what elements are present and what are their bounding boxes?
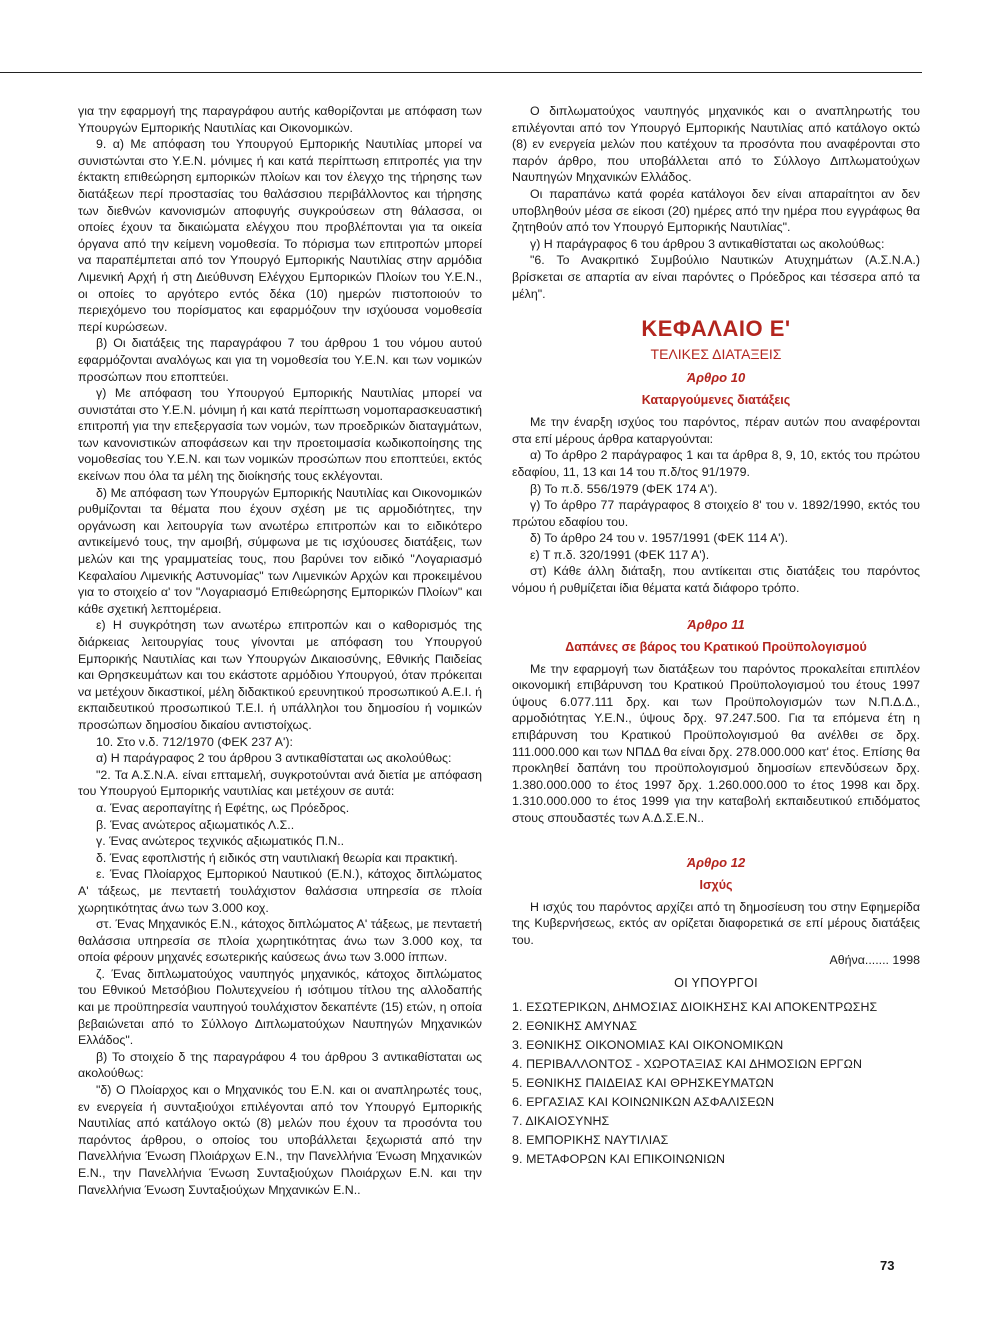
article-10-title: Καταργούμενες διατάξεις <box>641 393 791 408</box>
minister-item: 3. ΕΘΝΙΚΗΣ ΟΙΚΟΝΟΜΙΑΣ ΚΑΙ ΟΙΚΟΝΟΜΙΚΩΝ <box>512 1037 784 1052</box>
paragraph: Οι παραπάνω κατά φορέα κατάλογοι δεν είναι απαραίτητοι αν δεν υποβληθούν μέσα σε είκοσι (20) ημέρες από την ημέρα που εγγράφως θα ζητηθούν από τον Υπουργό Εμπορικής Ναυτιλίας". <box>512 186 920 235</box>
paragraph: "2. Τα Α.Σ.Ν.Α. είναι επταμελή, συγκροτούνται ανά διετία με απόφαση του Υπουργού Εμπορικής ναυτιλίας και μετέχουν σε αυτά: <box>78 767 482 799</box>
minister-item: 8. ΕΜΠΟΡΙΚΗΣ ΝΑΥΤΙΛΙΑΣ <box>512 1132 669 1147</box>
list-item: δ) Το άρθρο 24 του ν. 1957/1991 (ΦΕΚ 114 Α'). <box>530 531 789 546</box>
list-item: γ. Ένας ανώτερος τεχνικός αξιωματικός Π.Ν.. <box>96 834 345 849</box>
minister-item: 9. ΜΕΤΑΦΟΡΩΝ ΚΑΙ ΕΠΙΚΟΙΝΩΝΙΩΝ <box>512 1151 726 1166</box>
paragraph: Με την εφαρμογή των διατάξεων του παρόντος προκαλείται επιπλέον οικονομική επιβάρυνση του Κρατικού Προϋπολογισμού του έτους 1997 ύψους 6.077.111 δρχ. και των Προϋπολογισμών των Ν.Π.Δ.Δ., αρμοδιότητας Υ.Ε.Ν., ύψους δρχ. 97.247.500. Για τα επόμενα έτη η επιβάρυνση του Κρατικού Προϋπολογισμού θα ανέλθει σε δρχ. 111.000.000 και των ΝΠΔΔ θα είναι δρχ. 278.000.000 κατ' έτος. Επίσης θα προκληθεί δαπάνη του προϋπολογισμού δημοσίων επενδύσεων δρχ. 1.380.000.000 το έτος 1997 δρχ. 1.260.000.000 το έτος 1998 και δρχ. 1.310.000.000 το έτος 1999 για την καταβολή εκπαιδευτικού επιδόματος στους σπουδαστές των Α.Δ.Σ.Ε.Ν.. <box>512 661 920 825</box>
article-10-number: Άρθρο 10 <box>686 370 746 386</box>
minister-item: 5. ΕΘΝΙΚΗΣ ΠΑΙΔΕΙΑΣ ΚΑΙ ΘΡΗΣΚΕΥΜΑΤΩΝ <box>512 1075 774 1090</box>
article-12-number: Άρθρο 12 <box>686 854 746 870</box>
paragraph: α) Η παράγραφος 2 του άρθρου 3 αντικαθίσταται ως ακολούθως: <box>96 751 452 766</box>
paragraph: Η ισχύς του παρόντος αρχίζει από τη δημοσίευση του στην Εφημερίδα της Κυβερνήσεως, εκτός αν ορίζεται διαφορετικά σε επί μέρους διατάξεις του. <box>512 899 920 947</box>
top-rule <box>0 72 922 73</box>
paragraph: στ. Ένας Μηχανικός Ε.Ν., κάτοχος διπλώματος Α' τάξεως, με πενταετή θαλάσσια υπηρεσία σε πλοία χωρητικότητας άνω των 3.000 κοχ, τα οποία φέρουν μηχανές εσωτερικής καύσεως άνω των 3.000 ίππων. <box>78 917 482 965</box>
paragraph: 10. Στο ν.δ. 712/1970 (ΦΕΚ 237 Α'): <box>96 734 293 749</box>
paragraph: γ) Με απόφαση του Υπουργού Εμπορικής Ναυτιλίας μπορεί να συνιστάται στο Υ.Ε.Ν. μόνιμη ή και κατά περίπτωση νομοπαρασκευαστική επιτροπή για την επεξεργασία των νομών, των προεδρικών διαταγμάτων, των κανονιστικών αποφάσεων και την προετοιμασία κωδικοποίησης της νομοθεσίας του Υ.Ε.Ν. και των νομικών προσώπων που εποπτεύει, εκτός εκείνων που όλα τα μέλη της διοίκησής τους εκλέγονται. <box>78 386 482 484</box>
ministers-heading: ΟΙ ΥΠΟΥΡΓΟΙ <box>674 975 758 990</box>
paragraph: για την εφαρμογή της παραγράφου αυτής καθορίζονται με απόφαση των Υπουργών Εμπορικής Ναυτιλίας και Οικονομικών. <box>78 104 482 135</box>
paragraph: ε) Η συγκρότηση των ανωτέρω επιτροπών και ο καθορισμός της διάρκειας λειτουργίας τους γίνονται με απόφαση του Υπουργού Εμπορικής Ναυτιλίας και των Υπουργών Δικαιοσύνης, Εθνικής Παιδείας και Θρησκευμάτων και του εκάστοτε αρμόδιου Υπουργού, όταν πρόκειται να μετέχουν δικαστικοί, μέλη διδακτικού ερευνητικού προσωπικού Α.Ε.Ι. ή εκπαιδευτικού προσωπικού Τ.Ε.Ι. ή υπάλληλοι του δημοσίου ή νομικών προσώπων δημοσίου δικαίου αντιστοίχως. <box>78 618 482 732</box>
article-11-title: Δαπάνες σε βάρος του Κρατικού Προϋπολογισμού <box>565 639 867 654</box>
ministers-list <box>512 998 920 1169</box>
paragraph: δ) Με απόφαση των Υπουργών Εμπορικής Ναυτιλίας και Οικονομικών ρυθμίζονται τα θέματα που έχουν σχέση με τις αρμοδιότητες, την οργάνωση και λειτουργία των ανωτέρω επιτροπών και το ειδικότερο αντικείμενό τους, την αμοιβή, σύμφωνα με τις ισχύουσες διατάξεις, των μελών και της γραμματείας τους, που βαρύνει τον ειδικό "Λογαριασμό Κεφαλαίου Λιμενικής Αστυνομίας" των Λιμενικών Αρχών και προκειμένου για το στοιχείο α' τον "Λογαριασμό Επιθεώρησης Εμπορικών Πλοίων" και κάθε σχετική λεπτομέρεια. <box>78 485 482 616</box>
minister-item: 6. ΕΡΓΑΣΙΑΣ ΚΑΙ ΚΟΙΝΩΝΙΚΩΝ ΑΣΦΑΛΙΣΕΩΝ <box>512 1094 775 1109</box>
article-11-number: Άρθρο 11 <box>687 616 745 632</box>
list-item: γ) Το άρθρο 77 παράγραφος 8 στοιχείο 8' του ν. 1892/1990, εκτός του πρώτου εδαφίου του. <box>512 498 920 529</box>
paragraph: β) Οι διατάξεις της παραγράφου 7 του άρθρου 1 του νόμου αυτού εφαρμόζονται αναλόγως και για τη νομοθεσία του Υ.Ε.Ν. και των νομικών προσώπων που εποπτεύει. <box>78 336 482 384</box>
paragraph: "δ) Ο Πλοίαρχος και ο Μηχανικός του Ε.Ν. και οι αναπληρωτές τους, εν ενεργεία ή συνταξιούχοι επιλέγονται από τον Υπουργό Εμπορικής Ναυτιλίας από κατάλογο οκτώ (8) μελών που έχουν τα προσόντα του παρόντος άρθρου, ο οποίος του υποβάλλεται ξεχωριστά από την Πανελλήνια Ένωση Πλοιάρχων Ε.Ν., την Πανελλήνια Ένωση Μηχανικών Ε.Ν., την Πανελλήνια Ένωση Συνταξιούχων Πλοιάρχων Ε.Ν. και την Πανελλήνια Ένωση Συνταξιούχων Μηχανικών Ε.Ν.. <box>78 1083 482 1197</box>
list-item: στ) Κάθε άλλη διάταξη, που αντίκειται στις διατάξεις του παρόντος νόμου ή ρυθμίζεται ίδια θέματα κατά διάφορο τρόπο. <box>512 564 920 596</box>
minister-item: 2. ΕΘΝΙΚΗΣ ΑΜΥΝΑΣ <box>512 1018 638 1033</box>
list-item: β) Το π.δ. 556/1979 (ΦΕΚ 174 Α'). <box>530 481 718 496</box>
list-item: α) Το άρθρο 2 παράγραφος 1 και τα άρθρα 8, 9, 10, εκτός του πρώτου εδαφίου, 11, 13 και 14 του π.δ/τος 91/1979. <box>512 448 920 479</box>
left-column <box>78 103 482 1198</box>
paragraph: ζ. Ένας διπλωματούχος ναυπηγός μηχανικός, κάτοχος διπλώματος του Εθνικού Μετσόβιου Πολυτεχνείου ή ισότιμου τίτλου της αλλοδαπής και με προϋπηρεσία ναυπηγού τουλάχιστον δεκαπέντε (15) ετών, η οποία βεβαιώνεται από το Σύλλογο Διπλωματούχων Ναυπηγών Μηχανικών Ελλάδος". <box>78 966 482 1048</box>
page-number: 73 <box>880 1258 895 1273</box>
list-item: ε) Τ π.δ. 320/1991 (ΦΕΚ 117 Α'). <box>530 547 710 562</box>
paragraph: ε. Ένας Πλοίαρχος Εμπορικού Ναυτικού (Ε.Ν.), κάτοχος διπλώματος Α' τάξεως, με πενταετή τουλάχιστον θαλάσσια υπηρεσία σε πλοία χωρητικότητας άνω των 3.000 κοχ. <box>78 867 482 915</box>
minister-item: 4. ΠΕΡΙΒΑΛΛΟΝΤΟΣ - ΧΩΡΟΤΑΞΙΑΣ ΚΑΙ ΔΗΜΟΣΙΩΝ ΕΡΓΩΝ <box>512 1056 862 1071</box>
minister-item: 1. ΕΣΩΤΕΡΙΚΩΝ, ΔΗΜΟΣΙΑΣ ΔΙΟΙΚΗΣΗΣ ΚΑΙ ΑΠΟΚΕΝΤΡΩΣΗΣ <box>512 999 878 1014</box>
paragraph: Ο διπλωματούχος ναυπηγός μηχανικός και ο αναπληρωτής του επιλέγονται από τον Υπουργό Εμπορικής Ναυτιλίας από κατάλογο οκτώ (8) εν ενεργεία μελών που κατέχουν τα προσόντα που αναφέρονται στο παρόν άρθρο, που υποβάλλεται από το Σύλλογο Διπλωματούχων Ναυπηγών Μηχανικών Ελλάδος. <box>512 104 920 185</box>
list-item: β. Ένας ανώτερος αξιωματικός Λ.Σ.. <box>96 817 295 832</box>
date-line: Αθήνα....... 1998 <box>829 953 920 968</box>
article-12-title: Ισχύς <box>699 877 733 892</box>
paragraph: Με την έναρξη ισχύος του παρόντος, πέραν αυτών που αναφέρονται στα επί μέρους άρθρα καταργούνται: <box>512 415 920 446</box>
list-item: δ. Ένας εφοπλιστής ή ειδικός στη ναυτιλιακή θεωρία και πρακτική. <box>96 850 458 865</box>
paragraph: γ) Η παράγραφος 6 του άρθρου 3 αντικαθίσταται ως ακολούθως: <box>530 236 885 251</box>
paragraph: 9. α) Με απόφαση του Υπουργού Εμπορικής Ναυτιλίας μπορεί να συνιστώνται στο Υ.Ε.Ν. μόνιμες ή και κατά περίπτωση επιτροπές για την έκτακτη επιθεώρηση εμπορικών πλοίων και τον έλεγχο της τήρησης των διατάξεων περί προστασίας του θαλάσσιου περιβάλλοντος και τήρησης των διεθνών κανονισμών αποφυγής συγκρούσεων στη θάλασσα, οι οποίες έχουν τα δικαιώματα ελέγχου που προβλέπονται για τα οικεία όργανα από την κείμενη νομοθεσία. Το πόρισμα των επιτροπών μπορεί να παραπέμπεται από τον Υπουργό Εμπορικής Ναυτιλίας στην αρμόδια Λιμενική Αρχή ή στη Διεύθυνση Ελέγχου Εμπορικών Πλοίων του Υ.Ε.Ν., οι οποίες το αργότερο εντός δέκα (10) ημερών πιστοποιούν το περιεχόμενο του πορίσματος και εφαρμόζουν την ισχύουσα νομοθεσία περί κυρώσεων. <box>78 137 482 334</box>
minister-item: 7. ΔΙΚΑΙΟΣΥΝΗΣ <box>512 1113 610 1128</box>
chapter-title: ΚΕΦΑΛΑΙΟ Ε' <box>641 316 791 342</box>
paragraph: "6. Το Ανακριτικό Συμβούλιο Ναυτικών Ατυχημάτων (Α.Σ.Ν.Α.) βρίσκεται σε απαρτία αν είναι παρόντες ο Πρόεδρος και τέσσερα από τα μέλη". <box>512 253 920 301</box>
chapter-subtitle: ΤΕΛΙΚΕΣ ΔΙΑΤΑΞΕΙΣ <box>650 346 782 363</box>
right-column <box>512 103 920 1169</box>
paragraph: β) Το στοιχείο δ της παραγράφου 4 του άρθρου 3 αντικαθίσταται ως ακολούθως: <box>78 1049 482 1081</box>
list-item: α. Ένας αεροπαγίτης ή Εφέτης, ως Πρόεδρος. <box>96 800 350 815</box>
